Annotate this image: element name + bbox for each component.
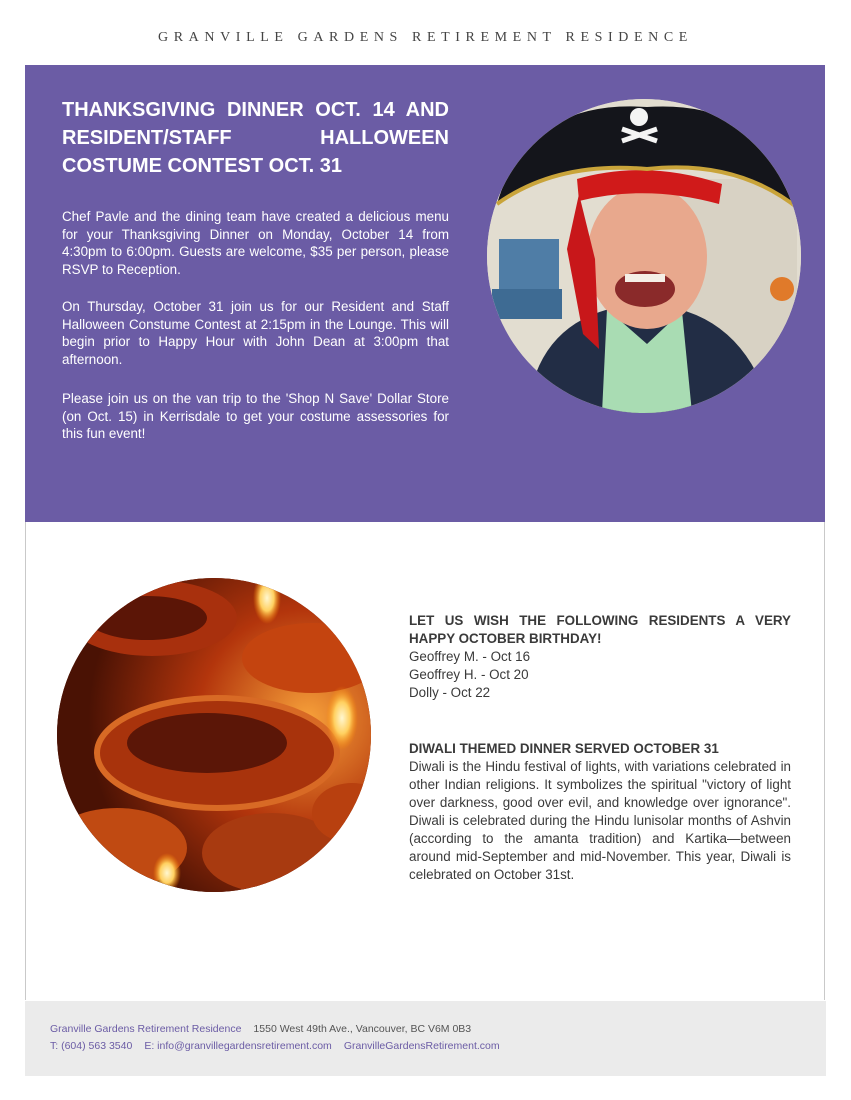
- footer: [25, 1001, 826, 1076]
- birthday-entry: Dolly - Oct 22: [409, 685, 491, 700]
- footer-line-2: [50, 1040, 500, 1052]
- footer-address: 1550 West 49th Ave., Vancouver, BC V6M 0B3: [253, 1023, 472, 1035]
- footer-line-1: [50, 1023, 471, 1035]
- footer-residence-name: Granville Gardens Retirement Residence: [50, 1023, 242, 1035]
- footer-phone[interactable]: T: (604) 563 3540: [50, 1040, 133, 1052]
- birthday-heading: LET US WISH THE FOLLOWING RESIDENTS A VERY HAPPY OCTOBER BIRTHDAY!: [409, 613, 791, 646]
- diwali-section: [409, 740, 791, 884]
- birthday-entry: Geoffrey M. - Oct 16: [409, 649, 531, 664]
- diwali-heading: DIWALI THEMED DINNER SERVED OCTOBER 31: [409, 741, 719, 756]
- van-trip-paragraph: Please join us on the van trip to the 'Shop N Save' Dollar Store (on Oct. 15) in Kerrisdale to get your costume assessories for this fun event!: [62, 391, 449, 441]
- thanksgiving-paragraph: Chef Pavle and the dining team have created a delicious menu for your Thanksgiving Dinner on Monday, October 14 from 4:30pm to 6:00pm. Guests are welcome, $35 per person, please RSVP to Reception.: [62, 209, 449, 277]
- birthday-entry: Geoffrey H. - Oct 20: [409, 667, 529, 682]
- birthday-section: [409, 612, 791, 702]
- diwali-lamps-photo: [57, 578, 371, 892]
- feature-headline: THANKSGIVING DINNER OCT. 14 AND RESIDENT/STAFF HALLOWEEN COSTUME CONTEST OCT. 31: [62, 99, 449, 177]
- diwali-body: Diwali is the Hindu festival of lights, with variations celebrated in other Indian religions. It symbolizes the spiritual "victory of light over darkness, good over evil, and knowledge over ignorance". Diwali is celebrated during the Hindu lunisolar months of Ashvin (according to the amanta tradition) and Kartika—between around mid-September and mid-November. This year, Diwali is celebrated on October 31st.: [409, 759, 791, 882]
- footer-website-link[interactable]: GranvilleGardensRetirement.com: [343, 1040, 500, 1052]
- footer-email[interactable]: E: info@granvillegardensretirement.com: [144, 1040, 332, 1052]
- halloween-paragraph: On Thursday, October 31 join us for our Resident and Staff Halloween Constume Contest at 2:15pm in the Lounge. This will begin prior to Happy Hour with John Dean at 3:00pm that afternoon.: [62, 299, 449, 367]
- masthead: GRANVILLE GARDENS RETIREMENT RESIDENCE: [158, 30, 693, 45]
- pirate-costume-photo: [487, 99, 801, 413]
